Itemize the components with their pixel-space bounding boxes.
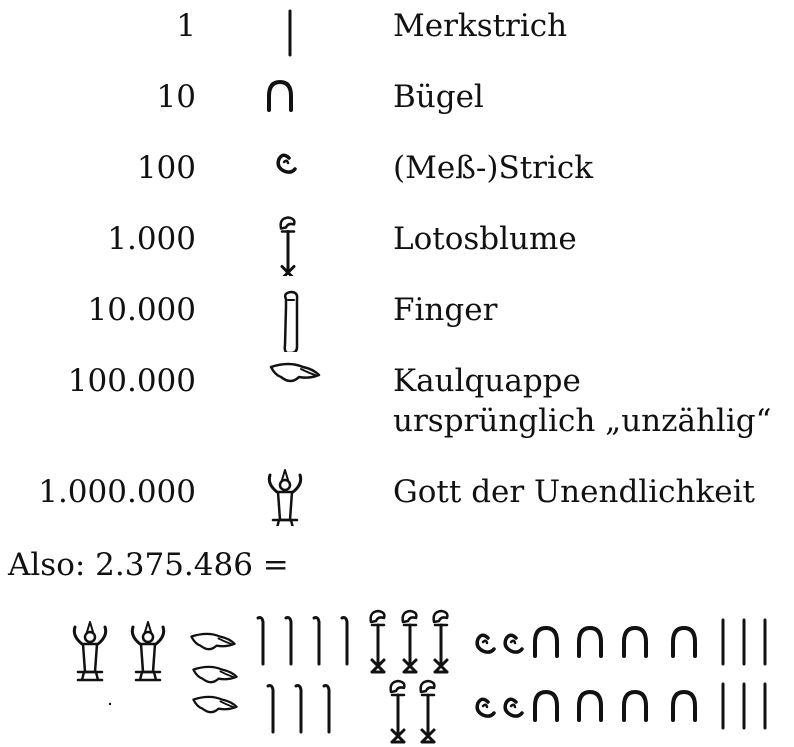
entry-name: Bügel	[393, 79, 484, 115]
entry-row-1000	[0, 213, 794, 273]
entry-value: 1.000.000	[38, 474, 196, 510]
heel-bone-icon	[255, 71, 325, 131]
lotus-icon	[255, 201, 325, 276]
entry-note: ursprünglich „unzählig“	[393, 403, 772, 439]
lotus-icon	[371, 611, 385, 672]
composite-hieroglyph-number	[0, 600, 794, 747]
entry-row-10	[0, 71, 794, 131]
entry-value: 10	[156, 79, 196, 115]
heel-bone-icon	[673, 692, 695, 720]
tadpole-icon	[193, 697, 236, 712]
tadpole-icon	[193, 667, 236, 682]
stroke-icon	[255, 0, 325, 60]
coil-rope-icon	[505, 699, 522, 716]
entry-value: 1	[176, 8, 196, 44]
finger-icon	[255, 282, 325, 352]
entry-value: 10.000	[87, 292, 196, 328]
heel-bone-icon	[624, 692, 646, 720]
heel-bone-icon	[579, 628, 601, 656]
entry-name: Merkstrich	[393, 8, 568, 44]
heh-god-icon	[74, 622, 105, 680]
lotus-icon	[434, 611, 448, 672]
entry-row-1000000	[0, 466, 794, 526]
entry-name: Kaulquappe	[393, 363, 581, 399]
coil-rope-icon	[505, 635, 522, 652]
tadpole-icon	[255, 355, 325, 415]
lotus-icon	[421, 681, 435, 742]
heel-bone-icon	[579, 692, 601, 720]
entry-row-1	[0, 0, 794, 60]
entry-name: Lotosblume	[393, 221, 577, 257]
coil-rope-icon	[477, 635, 494, 652]
entry-name: Finger	[393, 292, 498, 328]
lotus-icon	[391, 681, 405, 742]
coil-rope-icon	[255, 142, 325, 202]
entry-row-100	[0, 142, 794, 202]
entry-row-100000	[0, 355, 794, 445]
example-equation: Also: 2.375.486 =	[8, 547, 289, 583]
tadpole-icon	[191, 634, 234, 649]
entry-value: 1.000	[107, 221, 196, 257]
heel-bone-icon	[624, 628, 646, 656]
heel-bone-icon	[535, 628, 557, 656]
heh-god-icon	[132, 622, 163, 680]
lotus-icon	[403, 611, 417, 672]
heel-bone-icon	[673, 628, 695, 656]
entry-value: 100.000	[67, 363, 196, 399]
heh-god-icon	[255, 454, 325, 526]
entry-name: Gott der Unendlichkeit	[393, 474, 755, 510]
entry-row-10000	[0, 284, 794, 344]
finger-icon	[258, 618, 347, 733]
coil-rope-icon	[477, 699, 494, 716]
entry-name: (Meß-)Strick	[393, 150, 594, 186]
heel-bone-icon	[535, 692, 557, 720]
entry-value: 100	[136, 150, 196, 186]
